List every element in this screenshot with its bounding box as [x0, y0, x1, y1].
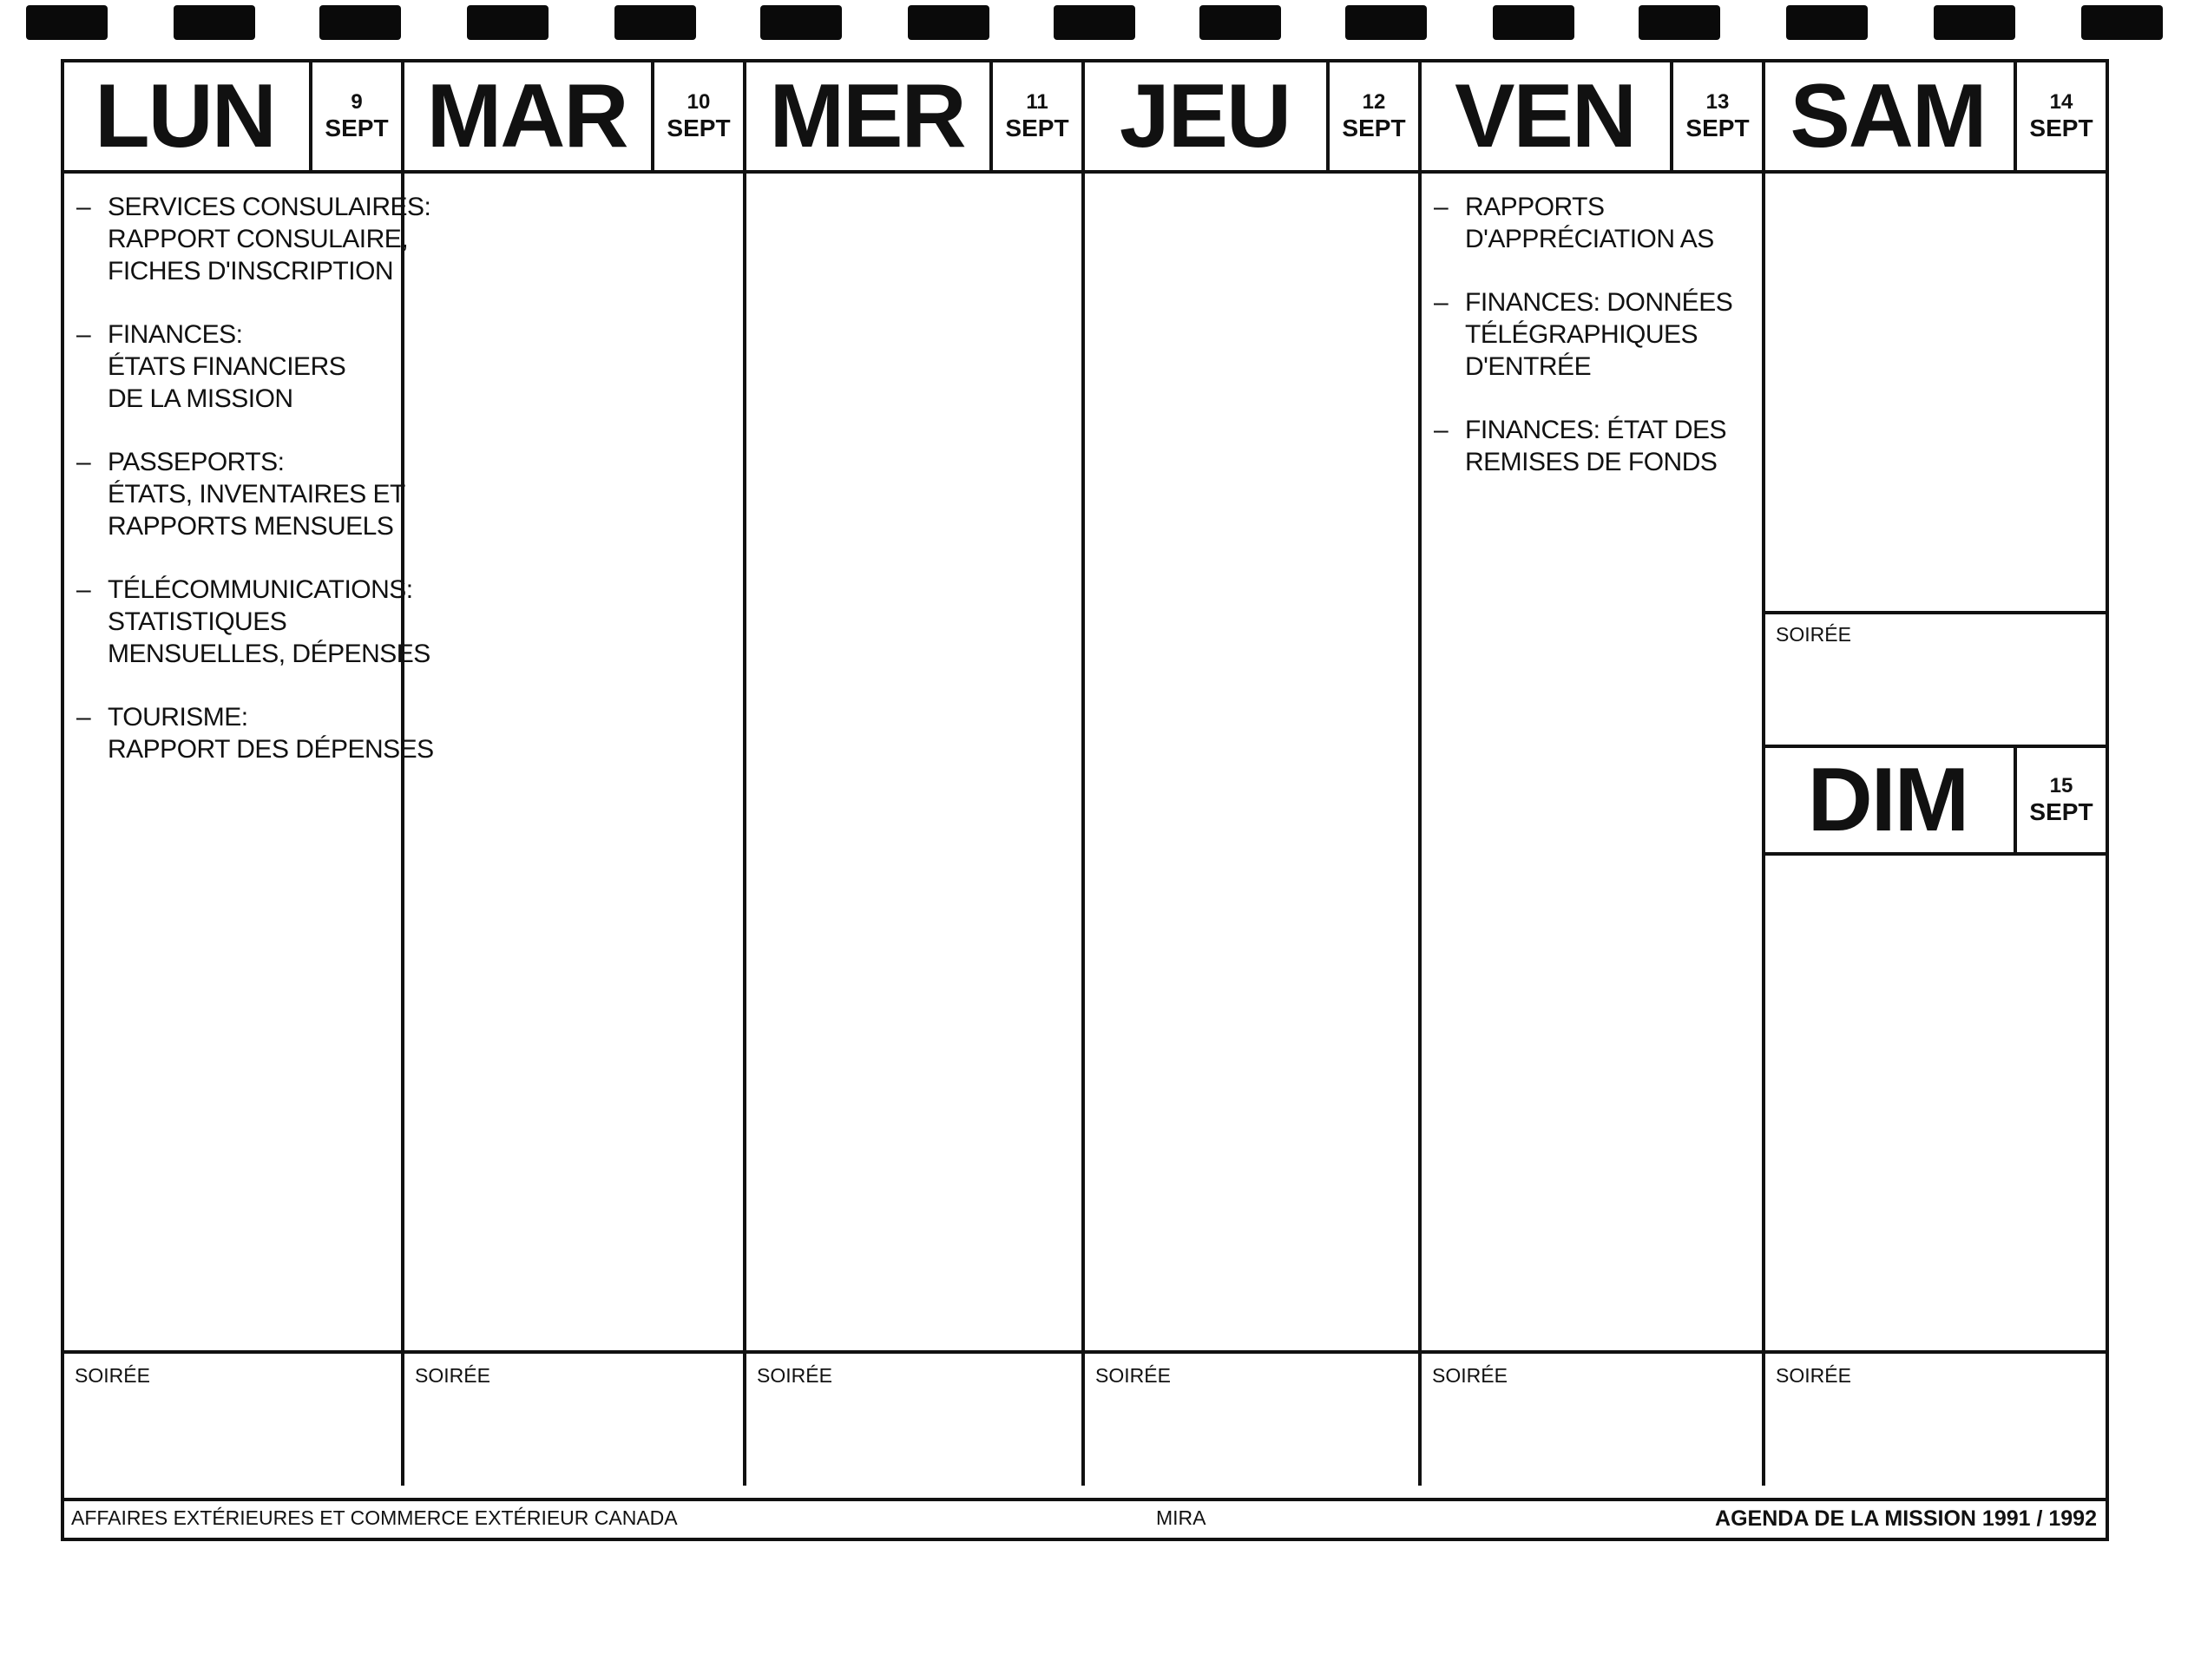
task-text-line: TOURISME:	[108, 703, 248, 732]
date-month: SEPT	[1005, 114, 1069, 141]
task-text-line: TÉLÉCOMMUNICATIONS:	[108, 575, 413, 604]
day-name: DIM	[1807, 749, 1968, 850]
date-box	[1670, 62, 1762, 170]
weekly-agenda-sheet	[61, 59, 2109, 1541]
task-text-line: RAPPORTS MENSUELS	[108, 512, 394, 541]
date-month: SEPT	[2029, 797, 2093, 825]
day-name: SAM	[1790, 65, 1986, 167]
punch-hole	[1199, 5, 1281, 40]
date-number: 9	[351, 90, 363, 115]
task-text-line: FINANCES: ÉTAT DES	[1465, 416, 1727, 444]
date-number: 15	[2049, 774, 2073, 798]
task-item	[1434, 191, 1755, 255]
task-dash: –	[1434, 193, 1449, 221]
task-item	[76, 318, 394, 415]
task-item	[76, 574, 430, 670]
task-text-line: RAPPORT CONSULAIRE,	[108, 225, 409, 253]
task-item	[76, 446, 405, 542]
day-column-mar	[404, 62, 746, 1486]
day-column-mer	[746, 62, 1085, 1486]
punch-hole	[1054, 5, 1135, 40]
punch-hole	[2081, 5, 2163, 40]
day-header	[1085, 62, 1418, 174]
date-box	[2014, 748, 2106, 852]
task-item	[1434, 286, 1755, 383]
date-number: 13	[1705, 90, 1730, 115]
evening-label: SOIRÉE	[75, 1364, 150, 1387]
date-month: SEPT	[667, 114, 731, 141]
task-item	[1434, 414, 1755, 478]
date-number: 12	[1362, 90, 1386, 115]
task-text-line: RAPPORTS	[1465, 193, 1605, 221]
footer-system-name: MIRA	[1156, 1506, 1206, 1529]
task-list	[76, 191, 434, 797]
evening-label: SOIRÉE	[415, 1364, 490, 1387]
evening-label: SOIRÉE	[1095, 1364, 1171, 1387]
task-text-line: FINANCES: DONNÉES	[1465, 288, 1733, 317]
task-item	[76, 191, 431, 287]
task-list	[1434, 191, 1755, 509]
task-text-line: REMISES DE FONDS	[1465, 448, 1718, 476]
task-text-line: FICHES D'INSCRIPTION	[108, 257, 394, 285]
day-column-lun	[64, 62, 434, 1486]
day-header	[64, 62, 401, 174]
date-box	[309, 62, 401, 170]
date-number: 10	[687, 90, 711, 115]
task-dash: –	[76, 575, 91, 604]
task-text-line: FINANCES:	[108, 320, 243, 349]
saturday-evening-divider	[1765, 611, 2106, 614]
punch-hole	[760, 5, 842, 40]
day-name: MER	[769, 65, 965, 167]
punch-hole	[614, 5, 696, 40]
task-text-line: TÉLÉGRAPHIQUES	[1465, 320, 1698, 349]
task-text-line: PASSEPORTS:	[108, 448, 285, 476]
day-column-sam	[1765, 62, 2106, 1486]
task-dash: –	[76, 448, 91, 476]
task-dash: –	[76, 193, 91, 221]
task-text-line: ÉTATS, INVENTAIRES ET	[108, 480, 405, 509]
day-header	[404, 62, 743, 174]
task-dash: –	[76, 703, 91, 732]
task-dash: –	[1434, 288, 1449, 317]
date-box	[1326, 62, 1418, 170]
day-header	[1765, 62, 2106, 174]
day-header	[1765, 745, 2106, 856]
date-month: SEPT	[1342, 114, 1406, 141]
task-text-line: D'ENTRÉE	[1465, 352, 1592, 381]
task-dash: –	[1434, 416, 1449, 444]
punch-hole	[467, 5, 549, 40]
date-number: 14	[2049, 90, 2073, 115]
task-text-line: STATISTIQUES	[108, 607, 287, 636]
task-text-line: MENSUELLES, DÉPENSES	[108, 640, 430, 668]
footer-publisher: AFFAIRES EXTÉRIEURES ET COMMERCE EXTÉRIEUR CANADA	[71, 1506, 678, 1529]
evening-label: SOIRÉE	[1776, 1364, 1851, 1387]
punch-hole	[1639, 5, 1720, 40]
date-number: 11	[1026, 90, 1048, 115]
punch-hole	[1934, 5, 2015, 40]
date-box	[989, 62, 1081, 170]
evening-label: SOIRÉE	[757, 1364, 832, 1387]
task-text-line: D'APPRÉCIATION AS	[1465, 225, 1714, 253]
date-month: SEPT	[2029, 114, 2093, 141]
task-text-line: DE LA MISSION	[108, 384, 293, 413]
punch-hole	[1345, 5, 1427, 40]
evening-label: SOIRÉE	[1432, 1364, 1508, 1387]
day-column-jeu	[1085, 62, 1422, 1486]
day-name: MAR	[426, 65, 627, 167]
punch-hole	[908, 5, 989, 40]
binder-punch-strip	[0, 0, 2201, 52]
date-month: SEPT	[1685, 114, 1750, 141]
day-header	[1422, 62, 1762, 174]
day-name: VEN	[1455, 65, 1635, 167]
footer-agenda-title: AGENDA DE LA MISSION 1991 / 1992	[1715, 1506, 2097, 1531]
task-text-line: SERVICES CONSULAIRES:	[108, 193, 431, 221]
date-month: SEPT	[325, 114, 389, 141]
saturday-evening-label: SOIRÉE	[1776, 623, 1851, 646]
date-box	[2014, 62, 2106, 170]
punch-hole	[1493, 5, 1574, 40]
punch-hole	[319, 5, 401, 40]
task-dash: –	[76, 320, 91, 349]
day-name: LUN	[95, 65, 275, 167]
day-name: JEU	[1119, 65, 1291, 167]
day-header	[746, 62, 1081, 174]
date-box	[651, 62, 743, 170]
task-text-line: RAPPORT DES DÉPENSES	[108, 735, 434, 764]
day-column-ven	[1422, 62, 1765, 1486]
punch-hole	[1786, 5, 1868, 40]
task-item	[76, 701, 434, 765]
footer-divider	[64, 1498, 2106, 1501]
punch-hole	[26, 5, 108, 40]
task-text-line: ÉTATS FINANCIERS	[108, 352, 346, 381]
punch-hole	[174, 5, 255, 40]
